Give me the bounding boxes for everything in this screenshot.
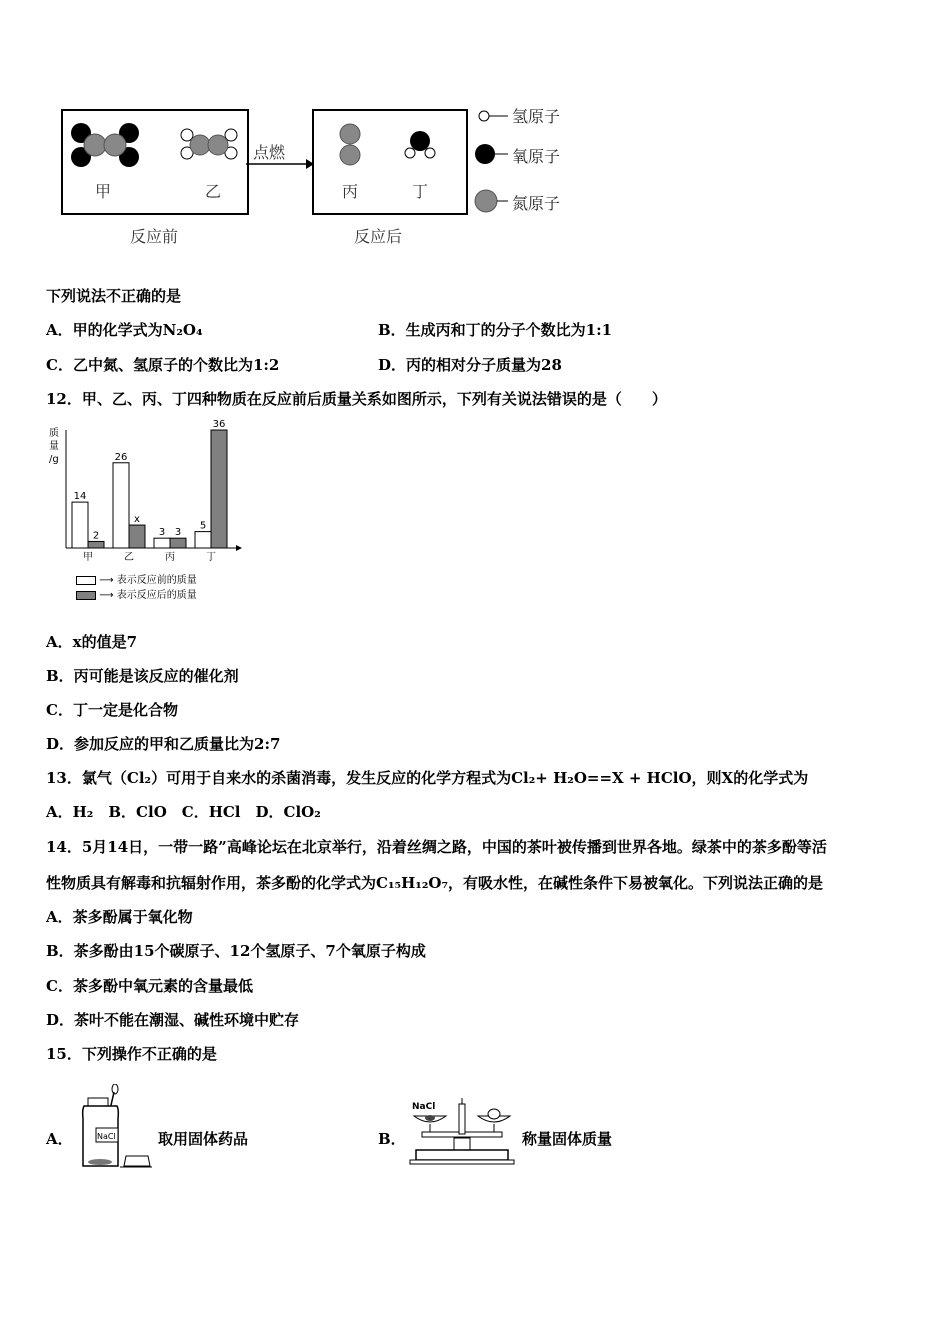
x-axis-arrow bbox=[236, 545, 242, 551]
arrow-label: 点燃 bbox=[253, 143, 286, 162]
chart-legend-after bbox=[76, 586, 197, 601]
q13-options: A．H₂ B．ClO C．HCl D．ClO₂ bbox=[46, 803, 321, 821]
legend-arrow-icon: ⟶ bbox=[99, 575, 114, 586]
q12-option-d: D．参加反应的甲和乙质量比为2:7 bbox=[46, 735, 281, 753]
q14-option-a: A．茶多酚属于氧化物 bbox=[46, 908, 193, 926]
bar bbox=[211, 430, 227, 548]
q14-stem-line2: 性物质具有解毒和抗辐射作用，茶多酚的化学式为C₁₅H₁₂O₇，有吸水性，在碱性条件下易被氧化。下列说法正确的是 bbox=[46, 874, 824, 892]
bar-data-label: 26 bbox=[114, 451, 128, 463]
legend-arrow-icon: ⟶ bbox=[99, 590, 114, 601]
after-label: 反应后 bbox=[354, 227, 403, 246]
q15-stem: 15．下列操作不正确的是 bbox=[46, 1045, 217, 1063]
q11-option-d: D．丙的相对分子质量为28 bbox=[378, 356, 562, 374]
bar bbox=[195, 532, 211, 548]
y-axis-label: /g bbox=[49, 454, 59, 465]
bar bbox=[88, 541, 104, 548]
q11-option-c: C．乙中氮、氢原子的个数比为1:2 bbox=[46, 356, 280, 374]
oxygen-atom-icon bbox=[474, 143, 510, 165]
balance-scale-image bbox=[404, 1094, 520, 1174]
q14-option-c: C．茶多酚中氧元素的含量最低 bbox=[46, 977, 253, 995]
ding-molecule bbox=[400, 127, 440, 167]
bar-data-label: x bbox=[134, 514, 140, 526]
yi-molecule bbox=[177, 123, 241, 169]
q12-option-b: B．丙可能是该反应的催化剂 bbox=[46, 667, 239, 685]
bar bbox=[129, 525, 145, 548]
mass-chart bbox=[46, 418, 246, 604]
x-tick-label: 丙 bbox=[165, 552, 175, 563]
nitrogen-atom-icon bbox=[474, 189, 510, 213]
yi-label: 乙 bbox=[205, 182, 222, 201]
hydrogen-atom-icon bbox=[476, 108, 510, 124]
arrow-icon bbox=[246, 158, 314, 170]
legend-hydrogen: 氢原子 bbox=[512, 107, 561, 126]
legend-nitrogen: 氮原子 bbox=[512, 194, 561, 213]
legend-after-text: 表示反应后的质量 bbox=[116, 590, 197, 601]
q15-option-b-text: 称量固体质量 bbox=[522, 1130, 613, 1148]
q15-option-a-letter: A． bbox=[46, 1130, 73, 1148]
mass-bar-chart bbox=[46, 418, 246, 568]
reagent-jar-image bbox=[78, 1084, 154, 1172]
bar-data-label: 3 bbox=[158, 527, 166, 539]
legend-oxygen: 氧原子 bbox=[512, 147, 561, 166]
q14-option-b: B．茶多酚由15个碳原子、12个氢原子、7个氧原子构成 bbox=[46, 942, 426, 960]
bar-data-label: 14 bbox=[73, 491, 87, 503]
q13-stem: 13．氯气（Cl₂）可用于自来水的杀菌消毒，发生反应的化学方程式为Cl₂+ H₂O==X + HClO，则X的化学式为 bbox=[46, 769, 809, 787]
before-box bbox=[61, 109, 249, 215]
q14-option-d: D．茶叶不能在潮湿、碱性环境中贮存 bbox=[46, 1011, 300, 1029]
bing-label: 丙 bbox=[342, 182, 359, 201]
legend-before-text: 表示反应前的质量 bbox=[116, 575, 197, 586]
jia-label: 甲 bbox=[95, 182, 112, 201]
bar-data-label: 36 bbox=[212, 419, 226, 430]
before-label: 反应前 bbox=[130, 227, 179, 246]
bar-data-label: 5 bbox=[199, 520, 207, 532]
bar-data-label: 2 bbox=[92, 530, 100, 542]
q15-option-b-letter: B． bbox=[378, 1130, 406, 1148]
q11-stem: 下列说法不正确的是 bbox=[46, 287, 182, 305]
bar bbox=[113, 463, 129, 548]
bar bbox=[170, 538, 186, 548]
after-box bbox=[312, 109, 468, 215]
ding-label: 丁 bbox=[412, 182, 429, 201]
q15-option-a-text: 取用固体药品 bbox=[158, 1130, 249, 1148]
q12-option-a: A．x的值是7 bbox=[46, 633, 138, 651]
jar-label: NaCl bbox=[97, 1132, 116, 1141]
x-tick-label: 甲 bbox=[83, 552, 93, 563]
q12-option-c: C．丁一定是化合物 bbox=[46, 701, 178, 719]
q11-option-b: B．生成丙和丁的分子个数比为1:1 bbox=[378, 321, 613, 339]
chart-legend-before bbox=[76, 571, 197, 586]
legend-before-swatch bbox=[76, 576, 96, 585]
jia-molecule bbox=[67, 119, 147, 173]
q14-stem-line1: 14．5月14日，一带一路”高峰论坛在北京举行，沿着丝绸之路，中国的茶叶被传播到世界各地。绿茶中的茶多酚等活 bbox=[46, 838, 827, 856]
bar bbox=[72, 502, 88, 548]
balance-label: NaCl bbox=[412, 1102, 436, 1112]
bar-data-label: 3 bbox=[174, 527, 182, 539]
x-tick-label: 乙 bbox=[124, 552, 134, 563]
y-axis-label: 质 bbox=[49, 428, 59, 439]
q11-option-a: A．甲的化学式为N₂O₄ bbox=[46, 321, 203, 339]
legend-after-swatch bbox=[76, 591, 96, 600]
x-tick-label: 丁 bbox=[206, 552, 216, 563]
bing-molecule bbox=[336, 121, 366, 171]
bar bbox=[154, 538, 170, 548]
q12-stem: 12．甲、乙、丙、丁四种物质在反应前后质量关系如图所示，下列有关说法错误的是（ ） bbox=[46, 390, 667, 408]
y-axis-label: 量 bbox=[49, 441, 59, 452]
